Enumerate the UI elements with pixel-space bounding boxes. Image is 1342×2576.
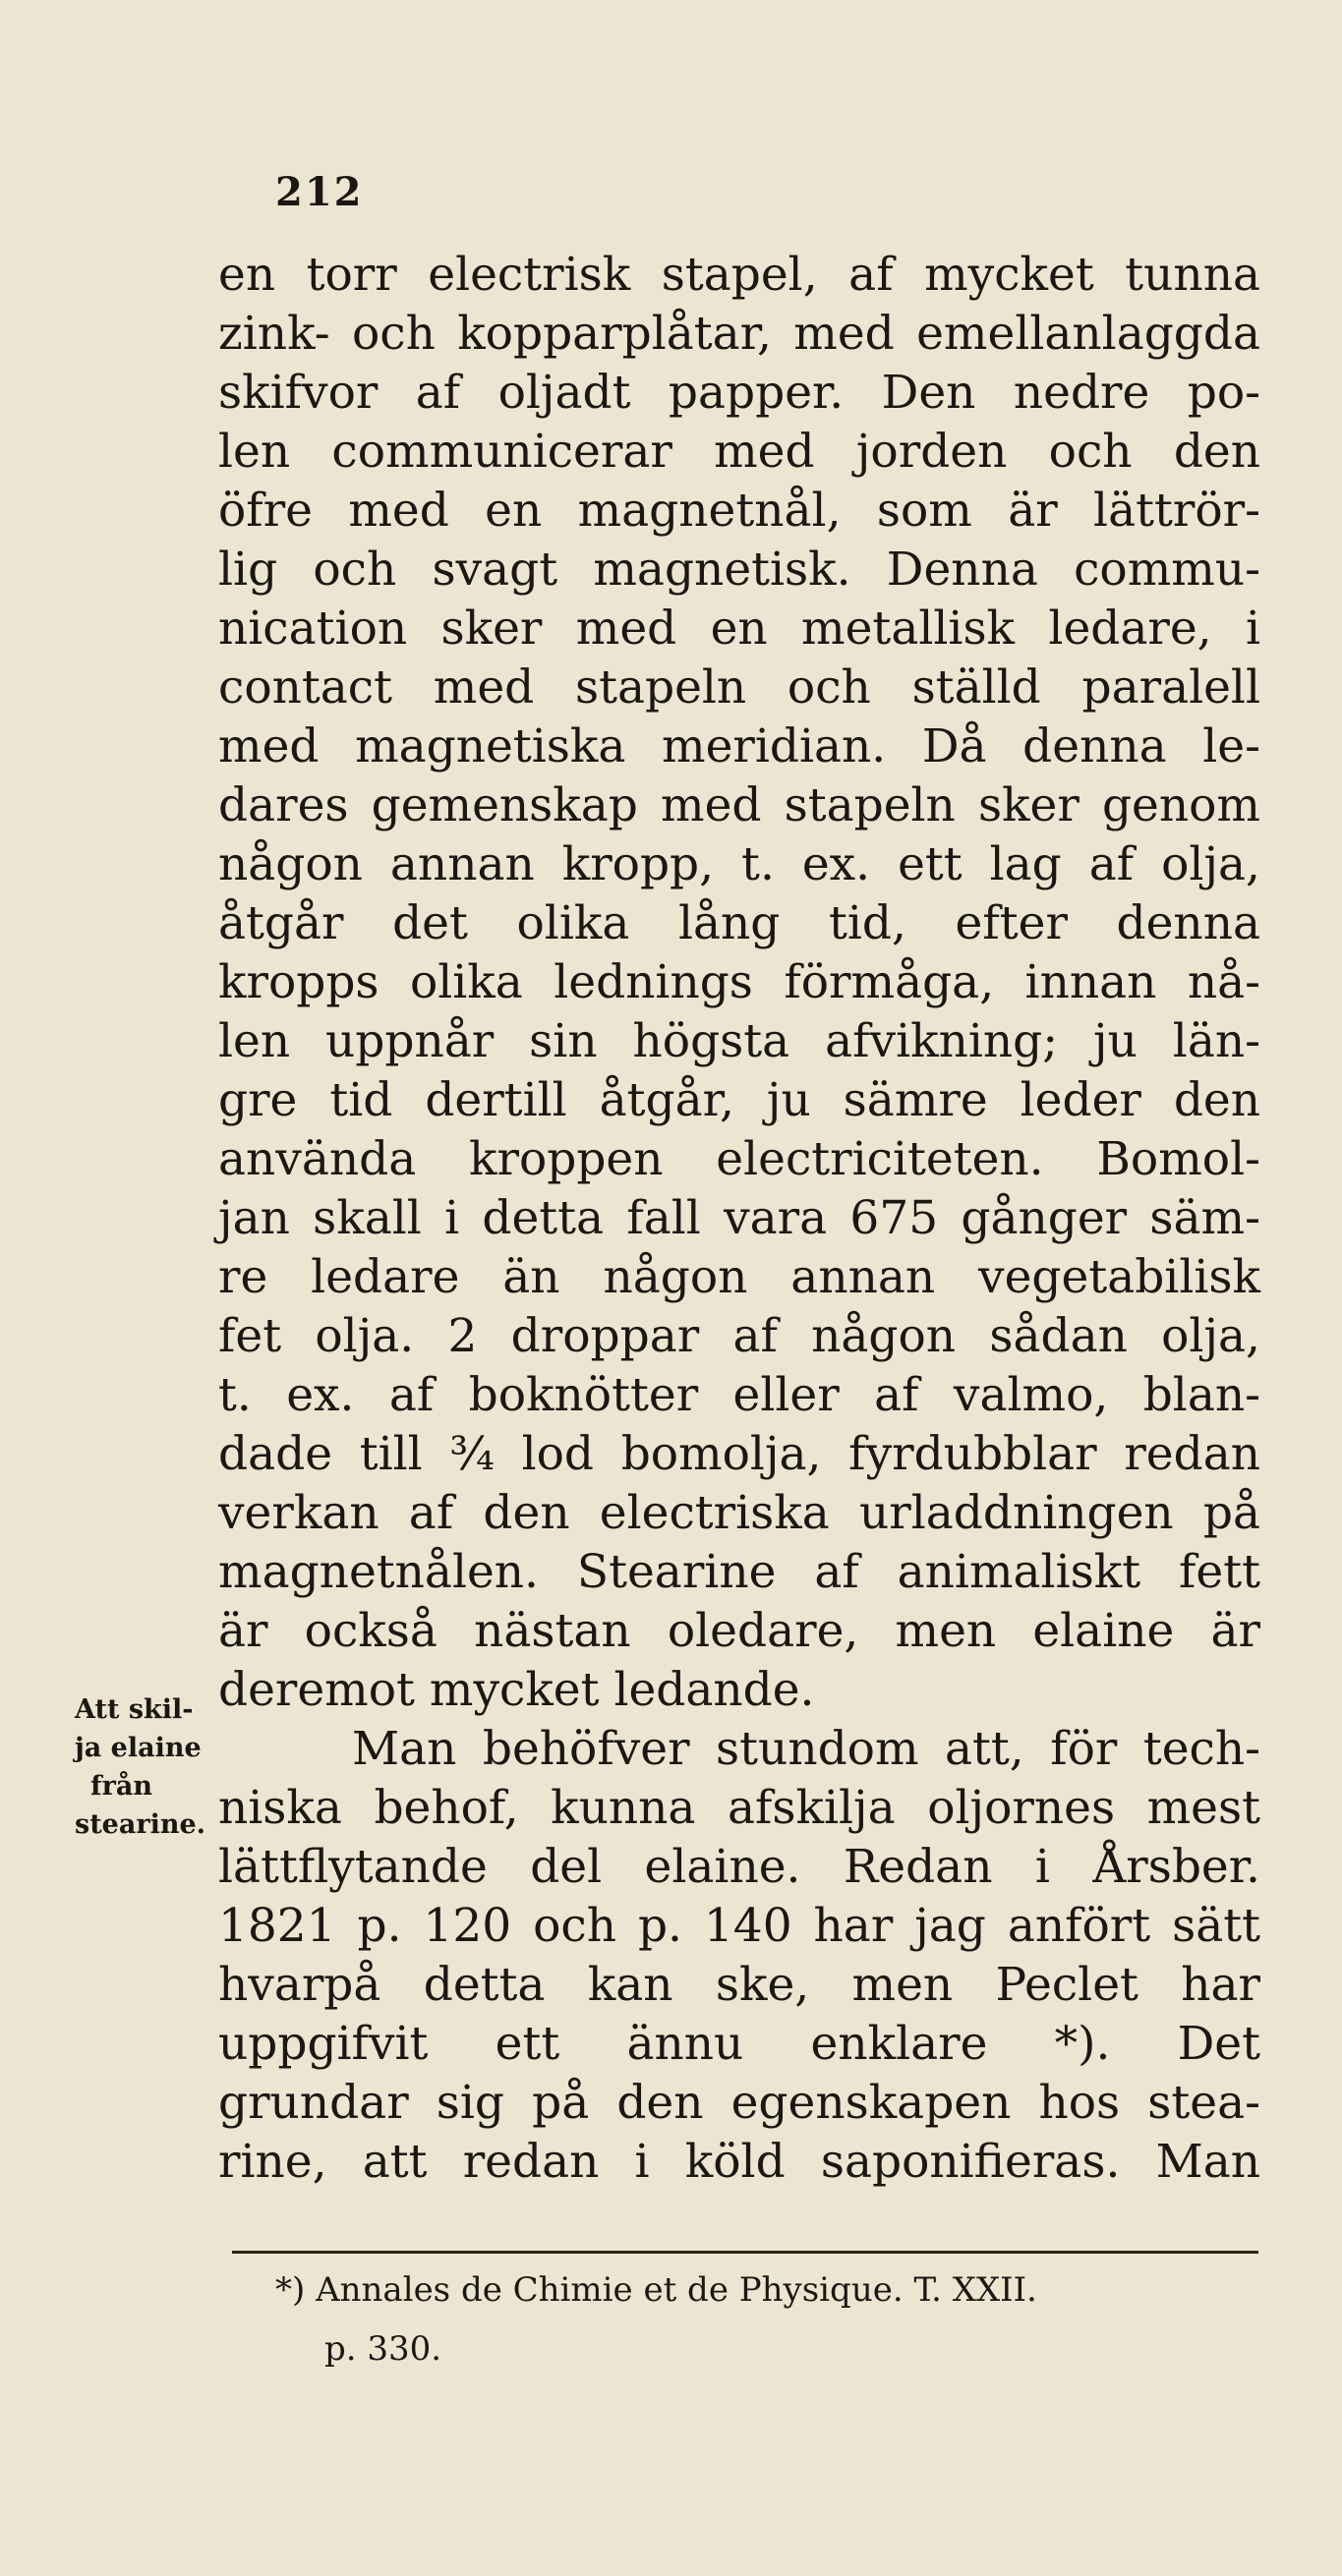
text-line: contact med stapeln och ställd paralell <box>218 660 1260 715</box>
margin-note-line: Att skil- <box>75 1694 194 1725</box>
text-line: använda kroppen electriciteten. Bomol- <box>218 1132 1260 1186</box>
text-line: någon annan kropp, t. ex. ett lag af olja, <box>218 837 1260 891</box>
text-line: verkan af den electriska urladdningen på <box>218 1486 1260 1540</box>
text-line: kropps olika lednings förmåga, innan nå- <box>218 955 1260 1009</box>
text-line: niska behof, kunna afskilja oljornes mest <box>218 1781 1260 1835</box>
text-line: zink- och kopparplåtar, med emellanlaggda <box>218 307 1260 361</box>
body-text <box>218 246 1260 2192</box>
text-line: skifvor af oljadt papper. Den nedre po- <box>218 366 1260 420</box>
text-line: dade till ¾ lod bomolja, fyrdubblar redan <box>218 1427 1260 1481</box>
text-line: lättflytande del elaine. Redan i Årsber. <box>218 1840 1260 1894</box>
text-line: uppgifvit ett ännu enklare *). Det <box>218 2017 1260 2071</box>
text-line: är också nästan oledare, men elaine är <box>218 1604 1260 1658</box>
text-line: nication sker med en metallisk ledare, i <box>218 601 1260 656</box>
text-line: jan skall i detta fall vara 675 gånger säm- <box>218 1191 1260 1245</box>
text-line: öfre med en magnetnål, som är lättrör- <box>218 484 1260 538</box>
text-line: len uppnår sin högsta afvikning; ju län- <box>218 1014 1260 1068</box>
text-line: åtgår det olika lång tid, efter denna <box>218 896 1260 950</box>
text-line: deremot mycket ledande. <box>218 1663 815 1717</box>
text-line: grundar sig på den egenskapen hos stea- <box>218 2076 1260 2130</box>
footnote <box>275 2261 1037 2378</box>
text-line: Man behöfver stundom att, för tech- <box>352 1722 1260 1776</box>
text-line: dares gemenskap med stapeln sker genom <box>218 778 1260 832</box>
text-line: re ledare än någon annan vegetabilisk <box>218 1250 1260 1304</box>
margin-note-line: stearine. <box>75 1809 206 1841</box>
footnote-rule <box>232 2251 1258 2254</box>
margin-note-line: från <box>90 1771 152 1803</box>
text-line: gre tid dertill åtgår, ju sämre leder den <box>218 1073 1260 1127</box>
text-line: med magnetiska meridian. Då denna le- <box>218 719 1260 773</box>
text-line: len communicerar med jorden och den <box>218 425 1260 479</box>
margin-note <box>75 1690 205 1845</box>
text-line: magnetnålen. Stearine af animaliskt fett <box>218 1545 1260 1599</box>
text-line: lig och svagt magnetisk. Denna commu- <box>218 543 1260 597</box>
text-line: en torr electrisk stapel, af mycket tunna <box>218 248 1260 302</box>
footnote-line: p. 330. <box>324 2329 442 2369</box>
page-number: 212 <box>275 169 364 215</box>
text-line: fet olja. 2 droppar af någon sådan olja, <box>218 1309 1260 1363</box>
text-line: t. ex. af boknötter eller af valmo, blan- <box>218 1368 1260 1422</box>
margin-note-line: ja elaine <box>75 1733 202 1764</box>
footnote-line: *) Annales de Chimie et de Physique. T. XXII. <box>275 2270 1037 2310</box>
text-line: hvarpå detta kan ske, men Peclet har <box>218 1958 1260 2012</box>
text-line: rine, att redan i köld saponifieras. Man <box>218 2135 1260 2189</box>
text-line: 1821 p. 120 och p. 140 har jag anfört sätt <box>218 1899 1260 1953</box>
